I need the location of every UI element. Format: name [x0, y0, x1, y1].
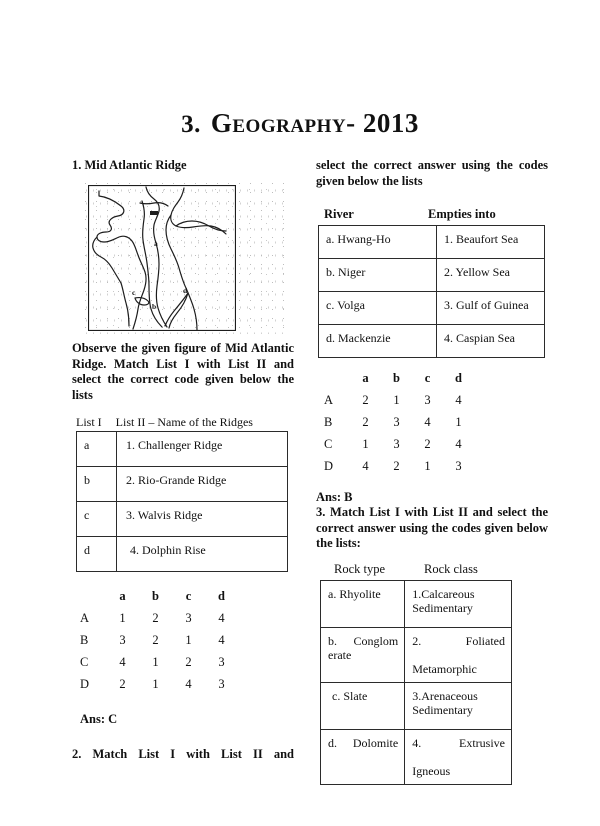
code-value: 1	[393, 393, 400, 407]
rock-class-line-1: 1.Calcareous	[412, 586, 475, 601]
code-value: 2	[152, 633, 159, 647]
map-frame	[88, 185, 236, 331]
ridges-header-list-2: List II – Name of the Ridges	[115, 415, 253, 429]
ridge-value: 1. Challenger Ridge	[117, 432, 288, 467]
table-row	[77, 432, 288, 467]
code-value: 2	[362, 415, 369, 429]
table-row	[77, 537, 288, 572]
code-value: 1	[424, 459, 431, 473]
code-value: 4	[119, 655, 126, 669]
question-1-answer: Ans: C	[80, 712, 118, 726]
rock-type-wrapped: d. Dolomite	[328, 735, 399, 750]
code-value: 2	[424, 437, 431, 451]
question-2-heading-continued: select the correct answer using the codes given below the lists	[316, 158, 548, 188]
river-name: d. Mackenzie	[319, 325, 437, 358]
table-row	[321, 580, 512, 627]
code-value: 3	[393, 437, 400, 451]
rock-class-line-1: 3.Arenaceous	[412, 688, 478, 703]
table-row	[72, 608, 238, 630]
river-name: a. Hwang-Ho	[319, 226, 437, 259]
rock-class	[405, 580, 512, 627]
page-title-text: Geography- 2013	[210, 108, 419, 138]
rock-type: c. Slate	[321, 682, 405, 729]
mid-atlantic-ridge-figure	[72, 179, 294, 337]
question-2-heading: 2. Match List I with List II and	[72, 747, 294, 761]
code-value: 1	[152, 677, 159, 691]
code-value: 4	[455, 393, 462, 407]
code-value: 4	[218, 633, 225, 647]
rock-table-headers	[316, 562, 548, 579]
codes-header-d: d	[218, 589, 225, 603]
rock-header-column-1: Rock type	[334, 561, 386, 576]
rock-class-line-1	[412, 634, 505, 662]
code-value: 4	[362, 459, 369, 473]
rock-class-word: Extrusive	[459, 735, 505, 750]
code-value: 3	[218, 677, 225, 691]
svg-text:d: d	[183, 286, 188, 295]
code-option-label: B	[324, 415, 333, 429]
table-row	[319, 325, 545, 358]
ridges-list-headers	[76, 415, 294, 430]
code-value: 4	[218, 611, 225, 625]
code-value: 3	[393, 415, 400, 429]
codes-header-b: b	[152, 589, 159, 603]
question-2-codes	[316, 368, 548, 478]
table-row	[319, 292, 545, 325]
code-value: 2	[362, 393, 369, 407]
code-value: 1	[152, 655, 159, 669]
ridge-key: c	[77, 502, 117, 537]
code-option-label: C	[80, 655, 89, 669]
codes-header-a: a	[362, 371, 369, 385]
right-column	[316, 158, 548, 785]
rock-type-wrapped: b. Conglom erate	[328, 633, 399, 662]
river-header-column-1: River	[324, 207, 354, 221]
page-title	[0, 108, 600, 139]
code-value: 1	[455, 415, 462, 429]
rock-table	[320, 580, 512, 785]
code-value: 4	[185, 677, 192, 691]
codes-corner	[316, 368, 350, 390]
ridges-header-list-1: List I	[76, 415, 102, 429]
table-row	[316, 390, 474, 412]
code-option-label: D	[324, 459, 334, 473]
code-value: 2	[152, 611, 159, 625]
codes-header-row	[72, 586, 238, 608]
codes-header-c: c	[185, 589, 192, 603]
page-title-number: 3.	[181, 111, 201, 138]
ridge-key: d	[77, 537, 117, 572]
rock-type: a. Rhyolite	[321, 580, 405, 627]
code-value: 3	[185, 611, 192, 625]
ridge-key: a	[77, 432, 117, 467]
code-option-label: D	[80, 677, 90, 691]
river-header-column-2: Empties into	[428, 207, 496, 221]
rock-class	[405, 627, 512, 682]
river-destination: 4. Caspian Sea	[437, 325, 545, 358]
question-1-codes	[72, 586, 294, 696]
code-value: 2	[119, 677, 126, 691]
table-row	[321, 627, 512, 682]
code-option-label: B	[80, 633, 89, 647]
ridge-value: 4. Dolphin Rise	[117, 537, 288, 572]
rock-type	[321, 729, 405, 784]
code-value: 3	[119, 633, 126, 647]
left-column	[72, 158, 294, 763]
svg-text:c: c	[132, 288, 136, 297]
codes-header-row	[316, 368, 474, 390]
code-option-label: A	[324, 393, 334, 407]
code-value: 1	[185, 633, 192, 647]
table-row	[321, 729, 512, 784]
code-value: 2	[185, 655, 192, 669]
ridge-key: b	[77, 467, 117, 502]
code-value: 2	[393, 459, 400, 473]
table-row	[319, 259, 545, 292]
svg-text:a: a	[154, 239, 158, 248]
question-1-heading: 1. Mid Atlantic Ridge	[72, 158, 187, 172]
table-row	[319, 226, 545, 259]
codes-header-b: b	[393, 371, 400, 385]
code-option-label: A	[80, 611, 90, 625]
table-row	[316, 456, 474, 478]
table-row	[316, 434, 474, 456]
table-row	[321, 682, 512, 729]
rock-class-line-2: Metamorphic	[412, 661, 477, 676]
codes-header-c: c	[424, 371, 431, 385]
code-value: 3	[424, 393, 431, 407]
codes-corner	[72, 586, 106, 608]
rock-class-number: 4.	[412, 735, 422, 750]
code-value: 1	[362, 437, 369, 451]
codes-header-d: d	[455, 371, 462, 385]
code-value: 4	[424, 415, 431, 429]
ridge-value: 3. Walvis Ridge	[117, 502, 288, 537]
rock-class-line-2: Sedimentary	[412, 702, 473, 717]
rock-class-line-1	[412, 736, 505, 764]
rock-class-number: 2.	[412, 633, 422, 648]
question-3-heading: 3. Match List I with List II and select the correct answer using the codes given below the lists:	[316, 505, 548, 550]
table-row	[77, 502, 288, 537]
river-table	[318, 225, 545, 358]
code-value: 3	[455, 459, 462, 473]
question-1-instruction: Observe the given figure of Mid Atlantic Ridge. Match List I with List II and select the correct code given below the lists	[72, 341, 294, 402]
rock-class	[405, 729, 512, 784]
rock-header-column-2: Rock class	[424, 561, 478, 576]
code-value: 3	[218, 655, 225, 669]
svg-text:b: b	[152, 302, 157, 311]
river-destination: 3. Gulf of Guinea	[437, 292, 545, 325]
table-row	[72, 652, 238, 674]
rock-class-line-2: Sedimentary	[412, 600, 473, 615]
rock-class	[405, 682, 512, 729]
codes-table	[72, 586, 238, 696]
river-name: b. Niger	[319, 259, 437, 292]
codes-table	[316, 368, 474, 478]
table-row	[72, 630, 238, 652]
table-row	[72, 674, 238, 696]
river-destination: 1. Beaufort Sea	[437, 226, 545, 259]
rock-type	[321, 627, 405, 682]
code-value: 4	[455, 437, 462, 451]
table-row	[77, 467, 288, 502]
code-option-label: C	[324, 437, 333, 451]
river-name: c. Volga	[319, 292, 437, 325]
rock-class-word: Foliated	[465, 633, 505, 648]
river-table-headers	[316, 207, 548, 223]
codes-header-a: a	[119, 589, 126, 603]
question-2-answer: Ans: B	[316, 490, 353, 504]
river-destination: 2. Yellow Sea	[437, 259, 545, 292]
rock-class-line-2: Igneous	[412, 763, 451, 778]
ridges-table	[76, 431, 288, 572]
code-value: 1	[119, 611, 126, 625]
ridge-value: 2. Rio-Grande Ridge	[117, 467, 288, 502]
table-row	[316, 412, 474, 434]
